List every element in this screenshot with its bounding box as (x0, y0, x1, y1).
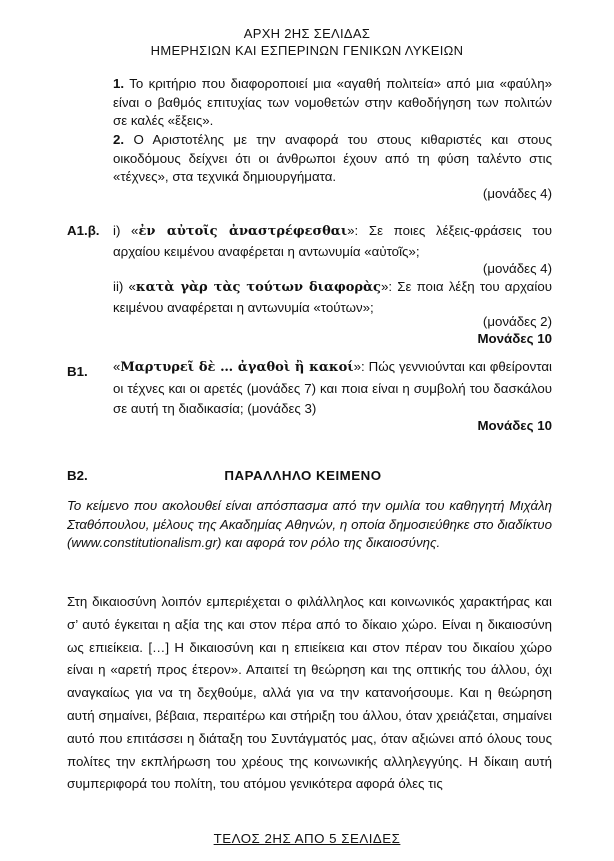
b1-greek-phrase: Μαρτυρεῖ δὲ … ἀγαθοὶ ἢ κακοί (120, 360, 354, 375)
b2-intro: Το κείμενο που ακολουθεί είναι απόσπασμα από την ομιλία του καθηγητή Μιχάλη Σταθόπουλου, μέλους της Ακαδημίας Αθηνών, η οποία δημοσιεύθηκε στο διαδίκτυο (www.constitutionalism.gr) και αφορά τον ρόλο της δικαιοσύνης. (67, 498, 552, 551)
a1b-total-marks: Μονάδες 10 (477, 331, 552, 346)
header-line-1: ΑΡΧΗ 2ΗΣ ΣΕΛΙΔΑΣ (243, 26, 371, 41)
b1-text: »: Πώς γεννιούνται και φθείρονται οι τέχνες και οι αρετές (μονάδες 7) και ποια είναι η συμβολή του δασκάλου σε αυτή τη διαδικασία; (μονάδες 3) (113, 359, 552, 416)
a1b-ii-greek-phrase: κατὰ γὰρ τὰς τούτων διαφορὰς (135, 280, 381, 295)
a1a-item-1 (113, 75, 552, 131)
b1-prefix: « (113, 359, 121, 374)
b2-label: Β2. (67, 468, 88, 483)
page-footer: ΤΕΛΟΣ 2ΗΣ ΑΠΟ 5 ΣΕΛΙΔΕΣ (213, 831, 401, 846)
a1a-item-2-text: Ο Αριστοτέλης με την αναφορά του στους κιθαριστές και στους οικοδόμους δείχνει ότι οι άνθρωποι έχουν από τη φύση ταλέντο στις «τέχνες», στα τεχνικά δημιουργήματα. (113, 132, 552, 185)
a1b-label: Α1.β. (67, 223, 100, 238)
a1b-ii-text: »: Σε ποια λέξη του αρχαίου κειμένου αναφέρεται η αντωνυμία «τούτων»; (113, 279, 552, 315)
a1a-item-2 (113, 131, 552, 187)
b1-label: Β1. (67, 364, 88, 379)
a1b-i-marks: (μονάδες 4) (482, 261, 552, 276)
a1b-i-text: »: Σε ποιες λέξεις-φράσεις του αρχαίου κειμένου αναφέρεται η αντωνυμία «αὐτοῖς»; (113, 223, 552, 259)
header-line-2: ΗΜΕΡΗΣΙΩΝ ΚΑΙ ΕΣΠΕΡΙΝΩΝ ΓΕΝΙΚΩΝ ΛΥΚΕΙΩΝ (150, 43, 464, 58)
a1b-ii-marks: (μονάδες 2) (482, 314, 552, 329)
page-header (0, 25, 614, 59)
a1b-ii-prefix: ii) « (113, 279, 136, 294)
b2-title: ΠΑΡΑΛΛΗΛΟ ΚΕΙΜΕΝΟ (224, 468, 382, 483)
a1b-i-prefix: i) « (113, 223, 139, 238)
a1b-question-i (113, 221, 552, 261)
a1a-item-2-number: 2. (113, 132, 125, 147)
a1a-item-1-number: 1. (113, 76, 125, 91)
a1b-question-ii (113, 277, 552, 317)
b1-total-marks: Μονάδες 10 (477, 418, 552, 433)
a1a-item-1-text: Το κριτήριο που διαφοροποιεί μια «αγαθή πολιτεία» από μια «φαύλη» είναι ο βαθμός επιτυχίας των νομοθετών στην καθοδήγηση των πολιτών σε καλές «ἕξεις». (113, 76, 552, 129)
b1-question (113, 357, 552, 420)
a1b-i-greek-phrase: ἐν αὐτοῖς ἀναστρέφεσθαι (138, 224, 348, 239)
b2-parallel-text: Στη δικαιοσύνη λοιπόν εμπεριέχεται ο φιλάλληλος και κοινωνικός χαρακτήρας και σ’ αυτό έγκειται η αξία της και στον πέρα από το δίκαιο χώρο. Είναι η δικαιοσύνη ως επιείκεια. […] Η δικαιοσύνη και η επιείκεια και στον πέραν του δικαίου χώρο είναι η «αρετή προς έτερον». Απαιτεί τη θεώρηση και της οπτικής του άλλου, όχι αναγκαίως για να τη δεχθούμε, αλλά για να την κατανοήσουμε. Και η θεώρηση αυτή σημαίνει, βέβαια, περαιτέρω και στήριξη του άλλου, όταν χρειάζεται, σημαίνει αυτό που επιτάσσει η διάταξη του Συντάγματός μας, όταν αξιώνει από όλους τους πολίτες την εκπλήρωση του χρέους της κοινωνικής αλληλεγγύης. Η δίκαιη αυτή συμπεριφορά του πολίτη, του ατόμου γενικότερα αφορά όλες τις (67, 594, 552, 792)
a1a-marks: (μονάδες 4) (482, 186, 552, 201)
